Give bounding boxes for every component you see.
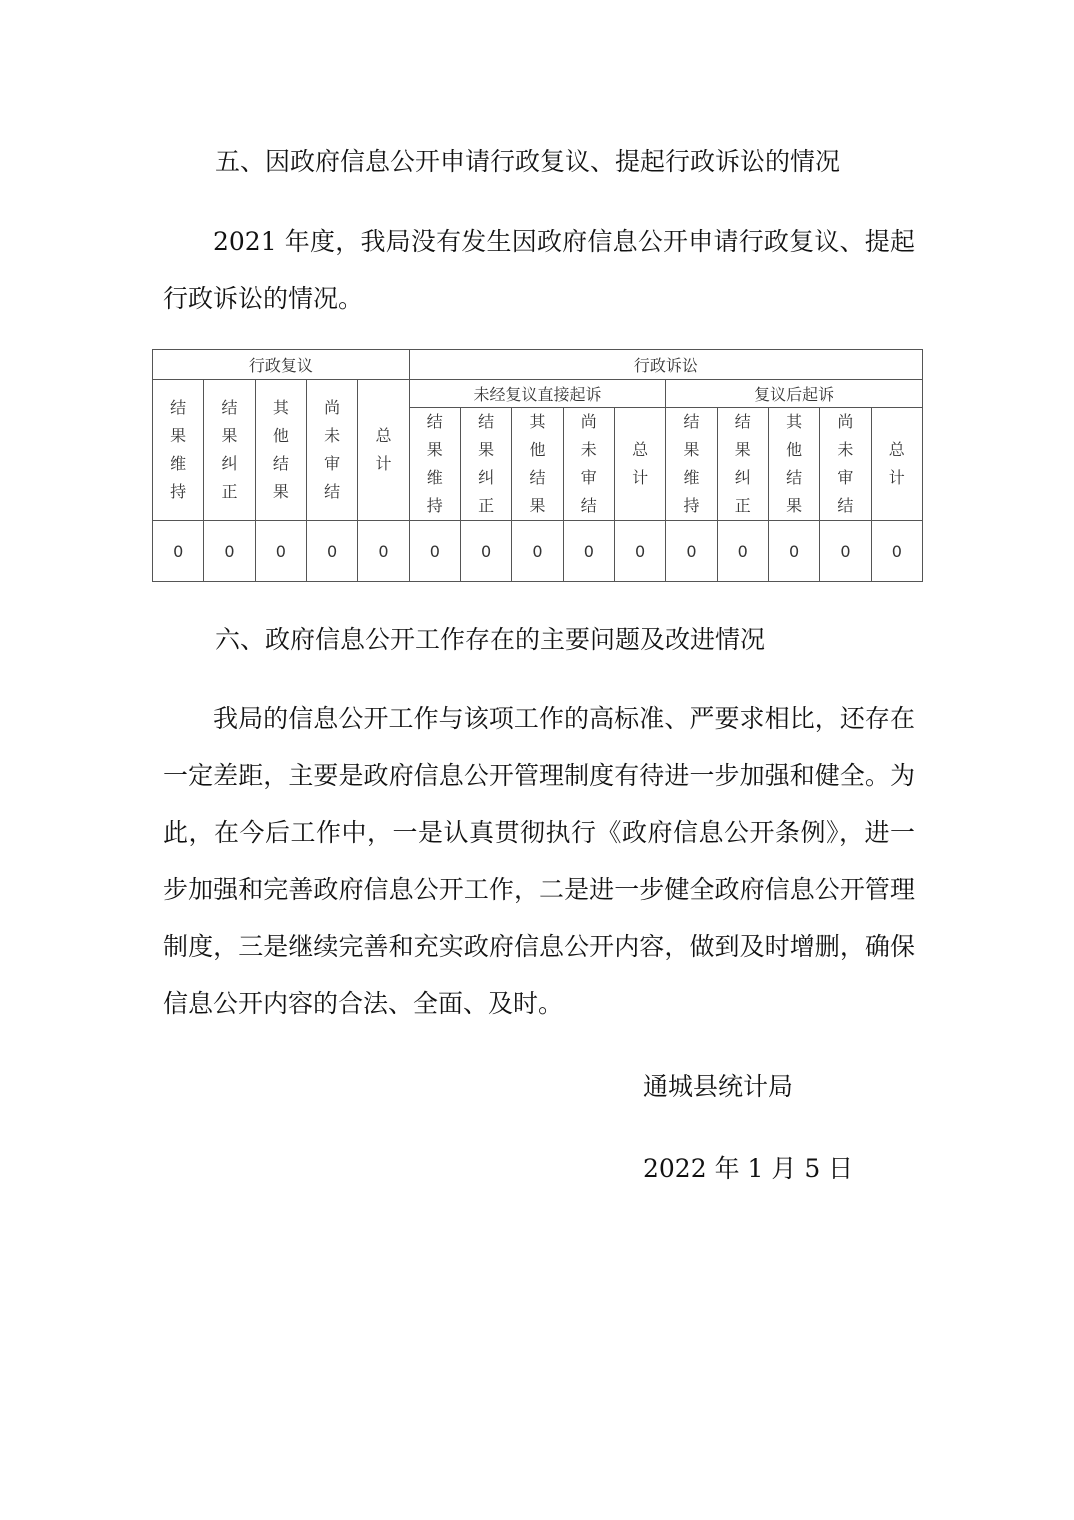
table-cell: 0 — [820, 521, 871, 582]
table-cell: 0 — [255, 521, 306, 582]
table-cell: 0 — [768, 521, 819, 582]
col-header: 结果纠正 — [717, 408, 768, 521]
col-header: 总计 — [871, 408, 922, 521]
col-header: 尚未审结 — [820, 408, 871, 521]
review-litigation-table — [152, 349, 923, 582]
col-header: 尚未审结 — [563, 408, 614, 521]
table-cell: 0 — [204, 521, 255, 582]
section6-paragraph-block — [163, 690, 915, 1032]
group-header-litigation: 行政诉讼 — [409, 350, 922, 380]
col-header: 结果纠正 — [204, 380, 255, 521]
table-cell: 0 — [358, 521, 409, 582]
col-header: 尚未审结 — [306, 380, 357, 521]
subgroup-header-after-review: 复议后起诉 — [666, 380, 923, 408]
col-header: 其他结果 — [512, 408, 563, 521]
col-header: 总计 — [614, 408, 665, 521]
col-header: 总计 — [358, 380, 409, 521]
table-cell: 0 — [153, 521, 204, 582]
table-cell: 0 — [563, 521, 614, 582]
col-header: 结果维持 — [666, 408, 717, 521]
signature-date: 2022 年 1 月 5 日 — [643, 1154, 854, 1183]
col-header: 其他结果 — [255, 380, 306, 521]
group-header-review: 行政复议 — [153, 350, 410, 380]
table-cell: 0 — [717, 521, 768, 582]
table-cell: 0 — [512, 521, 563, 582]
section6-heading: 六、政府信息公开工作存在的主要问题及改进情况 — [215, 625, 766, 654]
table-cell: 0 — [460, 521, 511, 582]
section5-paragraph-block — [163, 213, 915, 327]
col-header: 结果维持 — [153, 380, 204, 521]
table-cell: 0 — [409, 521, 460, 582]
table-row — [153, 521, 923, 582]
table-group-header-row — [153, 350, 923, 380]
table-cell: 0 — [614, 521, 665, 582]
section5-paragraph: 2021 年度，我局没有发生因政府信息公开申请行政复议、提起行政诉讼的情况。 — [163, 227, 915, 313]
col-header: 其他结果 — [768, 408, 819, 521]
col-header: 结果维持 — [409, 408, 460, 521]
table-cell: 0 — [871, 521, 922, 582]
subgroup-header-direct: 未经复议直接起诉 — [409, 380, 666, 408]
section6-paragraph: 我局的信息公开工作与该项工作的高标准、严要求相比，还存在一定差距，主要是政府信息公开管理制度有待进一步加强和健全。为此，在今后工作中，一是认真贯彻执行《政府信息公开条例》，进一步加强和完善政府信息公开工作，二是进一步健全政府信息公开管理制度，三是继续完善和充实政府信息公开内容，做到及时增删，确保信息公开内容的合法、全面、及时。 — [163, 704, 915, 1018]
section5-heading: 五、因政府信息公开申请行政复议、提起行政诉讼的情况 — [215, 147, 841, 176]
table-subheader-row — [153, 380, 923, 408]
signature-org: 通城县统计局 — [643, 1072, 794, 1101]
col-header: 结果纠正 — [460, 408, 511, 521]
table-cell: 0 — [306, 521, 357, 582]
table-cell: 0 — [666, 521, 717, 582]
